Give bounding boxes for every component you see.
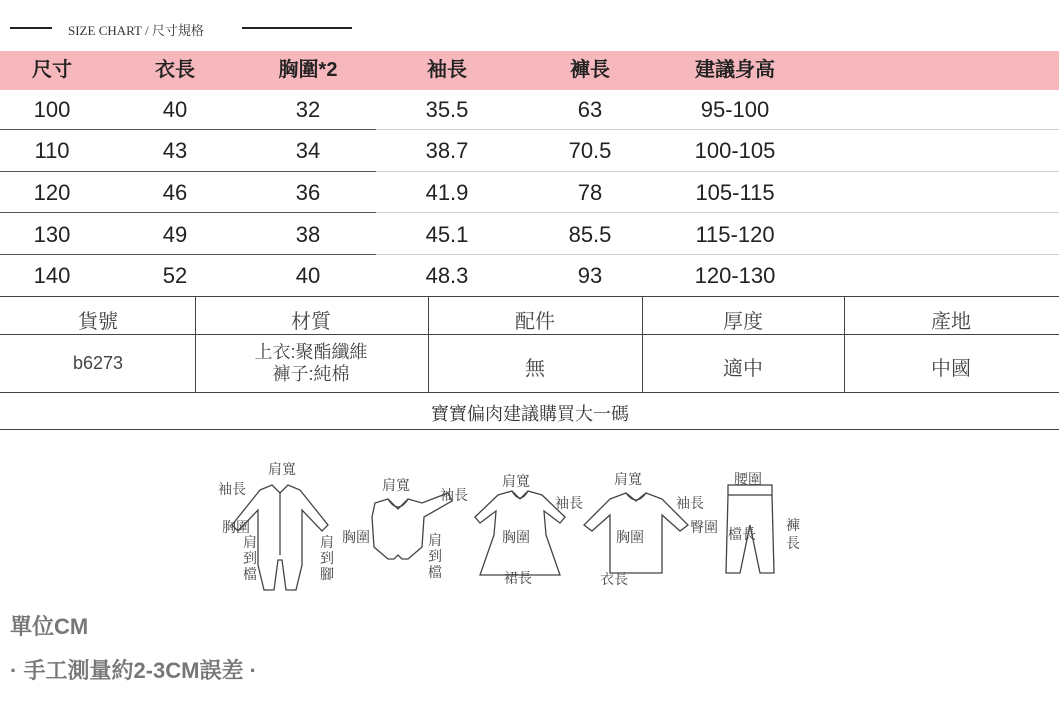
table-cell: 34 xyxy=(295,138,321,163)
col-header-sleeve: 袖長 xyxy=(427,59,467,81)
material-value xyxy=(254,341,367,385)
col-header-size: 尺寸 xyxy=(32,59,72,81)
row-divider xyxy=(376,254,1059,255)
info-col-divider xyxy=(195,297,196,392)
table-cell: 46 xyxy=(162,180,188,205)
table-cell: 95-100 xyxy=(700,97,770,122)
col-header-height: 建議身高 xyxy=(695,59,775,81)
label-shoulder-width: 肩寬 xyxy=(268,462,296,478)
label-shoulder-width: 肩寬 xyxy=(502,474,530,490)
table-cell: 100 xyxy=(33,97,71,122)
table-cell: 40 xyxy=(295,263,321,288)
label-shoulder-width: 肩寬 xyxy=(382,478,410,494)
table-cell: 78 xyxy=(577,180,603,205)
row-divider xyxy=(0,212,376,213)
info-header-origin: 產地 xyxy=(931,311,971,333)
table-cell: 115-120 xyxy=(695,222,775,247)
info-header-accessories: 配件 xyxy=(515,311,555,333)
table-cell: 49 xyxy=(162,222,188,247)
header-title: SIZE CHART / 尺寸規格 xyxy=(68,23,204,38)
table-cell: 120 xyxy=(33,180,71,205)
table-cell: 36 xyxy=(295,180,321,205)
table-cell: 52 xyxy=(162,263,188,288)
info-col-divider xyxy=(428,297,429,392)
info-header-item-no: 貨號 xyxy=(78,311,118,333)
product-info-table xyxy=(0,296,1059,393)
label-chest: 胸圍 xyxy=(616,530,644,546)
header-rule-left xyxy=(10,27,52,29)
label-shoulder-to-crotch: 肩到檔 xyxy=(243,535,257,583)
table-cell: 32 xyxy=(295,97,321,122)
label-sleeve-length: 袖長 xyxy=(218,482,246,498)
origin-value: 中國 xyxy=(931,358,971,380)
table-cell: 45.1 xyxy=(425,222,469,247)
label-crotch-length: 檔長 xyxy=(728,527,756,543)
col-header-length: 衣長 xyxy=(155,59,195,81)
row-divider xyxy=(376,129,1059,130)
table-cell: 130 xyxy=(33,222,71,247)
label-chest: 胸圍 xyxy=(502,530,530,546)
info-col-divider xyxy=(844,297,845,392)
col-header-chest: 胸圍*2 xyxy=(278,59,338,81)
label-sleeve-length: 袖長 xyxy=(555,496,583,512)
table-cell: 41.9 xyxy=(425,180,469,205)
measurement-diagrams xyxy=(210,455,810,595)
label-shoulder-width: 肩寬 xyxy=(614,472,642,488)
material-bottom: 褲子:純棉 xyxy=(272,364,350,384)
table-cell: 110 xyxy=(34,138,70,163)
header-rule-right xyxy=(242,27,352,29)
label-sleeve-length: 袖長 xyxy=(440,488,468,504)
table-cell: 105-115 xyxy=(695,180,775,205)
accessories-value: 無 xyxy=(525,358,545,380)
label-sleeve-length: 袖長 xyxy=(676,496,704,512)
info-header-material: 材質 xyxy=(291,311,331,333)
measurement-note: · 手工測量約2-3CM誤差 · xyxy=(10,658,257,683)
table-cell: 120-130 xyxy=(694,263,776,288)
table-cell: 43 xyxy=(162,138,188,163)
table-cell: 85.5 xyxy=(568,222,612,247)
table-cell: 93 xyxy=(577,263,603,288)
row-divider xyxy=(0,171,376,172)
table-cell: 48.3 xyxy=(425,263,469,288)
size-chart-header xyxy=(10,18,355,38)
info-row-divider xyxy=(0,334,1059,335)
info-header-thickness: 厚度 xyxy=(723,311,763,333)
row-divider xyxy=(0,254,376,255)
table-cell: 100-105 xyxy=(694,138,776,163)
row-divider xyxy=(376,212,1059,213)
unit-label: 單位CM xyxy=(10,614,89,639)
row-divider xyxy=(376,171,1059,172)
table-cell: 40 xyxy=(162,97,188,122)
label-chest: 胸圍 xyxy=(222,520,250,536)
item-number: b6273 xyxy=(72,353,124,373)
label-body-length: 衣長 xyxy=(600,572,628,588)
table-cell: 38 xyxy=(295,222,321,247)
label-shoulder-to-crotch: 肩到檔 xyxy=(428,533,442,581)
table-cell: 70.5 xyxy=(568,138,612,163)
label-hip: 臀圍 xyxy=(690,520,718,536)
label-chest: 胸圍 xyxy=(342,530,370,546)
sizing-advice-row xyxy=(0,391,1059,430)
info-col-divider xyxy=(642,297,643,392)
table-cell: 63 xyxy=(577,97,603,122)
col-header-pants-length: 褲長 xyxy=(570,59,610,81)
label-shoulder-to-foot: 肩到腳 xyxy=(320,535,334,583)
table-cell: 38.7 xyxy=(425,138,469,163)
row-divider xyxy=(0,129,376,130)
label-pants-length: 褲長 xyxy=(786,518,800,552)
label-skirt-length: 裙長 xyxy=(504,571,532,587)
table-cell: 35.5 xyxy=(425,97,469,122)
sizing-advice: 寶寶偏肉建議購買大一碼 xyxy=(431,404,629,424)
table-cell: 140 xyxy=(33,263,71,288)
label-waist: 腰圍 xyxy=(734,472,762,488)
material-top: 上衣:聚酯纖維 xyxy=(254,342,368,362)
thickness-value: 適中 xyxy=(723,358,763,380)
